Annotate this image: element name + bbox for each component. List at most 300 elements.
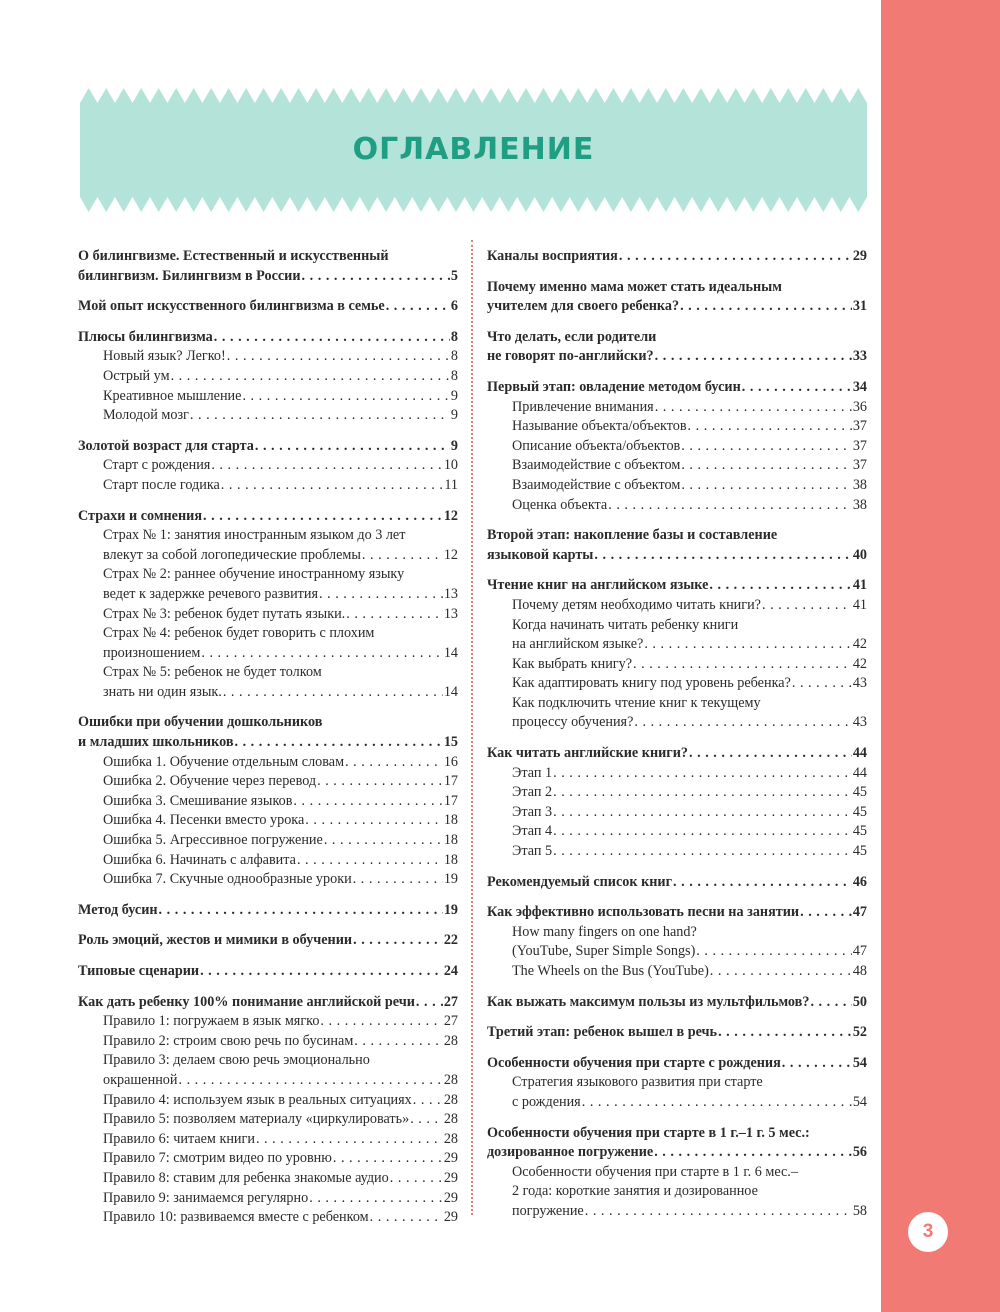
toc-entry-text: Как эффективно использовать песни на занятии xyxy=(487,904,800,921)
page-number: 12 xyxy=(443,507,458,524)
toc-line xyxy=(487,1093,867,1113)
toc-line xyxy=(78,993,458,1013)
toc-entry-text: Особенности обучения при старте в 1 г.–1 г. 5 мес.: xyxy=(487,1124,810,1141)
page-number: 28 xyxy=(443,1111,458,1128)
toc-line xyxy=(78,624,458,644)
toc-line xyxy=(487,842,867,862)
toc-entry-text: Особенности обучения при старте с рождения xyxy=(487,1054,781,1071)
page-number: 19 xyxy=(443,871,458,888)
toc-entry-text: Третий этап: ребенок вышел в речь xyxy=(487,1024,718,1041)
dot-leader xyxy=(353,870,443,890)
page-number: 9 xyxy=(450,407,458,424)
toc-line xyxy=(78,367,458,387)
dot-leader xyxy=(234,733,442,753)
page-number: 45 xyxy=(852,784,867,801)
toc-line xyxy=(487,297,867,317)
toc-section xyxy=(487,247,867,267)
dot-leader xyxy=(320,1012,442,1032)
side-stripe xyxy=(881,0,1000,1312)
page-number: 5 xyxy=(450,267,458,284)
toc-section xyxy=(487,1023,867,1043)
dot-leader xyxy=(655,398,852,418)
toc-line xyxy=(487,476,867,496)
toc-entry-text: Рекомендуемый список книг xyxy=(487,873,673,890)
dot-leader xyxy=(227,347,450,367)
toc-section xyxy=(487,328,867,367)
toc-entry-text: произношением xyxy=(103,644,201,661)
page-number: 45 xyxy=(852,823,867,840)
toc-line xyxy=(78,297,458,317)
toc-line xyxy=(78,1169,458,1189)
toc-entry-text: Плюсы билингвизма xyxy=(78,328,213,345)
dot-leader xyxy=(211,456,443,476)
dot-leader xyxy=(293,792,442,812)
page-number: 9 xyxy=(450,387,458,404)
toc-line xyxy=(78,792,458,812)
toc-subsection-list xyxy=(487,1073,867,1112)
page-number: 31 xyxy=(852,298,867,315)
toc-section xyxy=(487,1054,867,1113)
page-number: 45 xyxy=(852,803,867,820)
toc-entry-text: Как выбрать книгу? xyxy=(512,655,632,672)
toc-subsection-list xyxy=(78,1012,458,1228)
toc-entry-text: языковой карты xyxy=(487,546,594,563)
page-number: 28 xyxy=(443,1071,458,1088)
page-number: 8 xyxy=(450,328,458,345)
page-number: 8 xyxy=(450,348,458,365)
toc-section xyxy=(487,576,867,733)
toc-line xyxy=(78,605,458,625)
toc-line xyxy=(487,1054,867,1074)
toc-line xyxy=(487,783,867,803)
toc-entry-text: (YouTube, Super Simple Songs) xyxy=(512,943,696,960)
toc-entry-text: Правило 9: занимаемся регулярно xyxy=(103,1189,309,1206)
toc-entry-text: Привлечение внимания xyxy=(512,398,654,415)
dot-leader xyxy=(353,931,443,951)
dot-leader xyxy=(345,753,443,773)
toc-section xyxy=(487,278,867,317)
toc-line xyxy=(487,1073,867,1093)
dot-leader xyxy=(354,1032,443,1052)
dot-leader xyxy=(416,993,443,1013)
column-divider xyxy=(471,240,473,1215)
toc-line xyxy=(78,713,458,733)
page-number: 29 xyxy=(443,1169,458,1186)
dot-leader xyxy=(644,635,852,655)
dot-leader xyxy=(608,496,852,516)
toc-entry-text: с рождения xyxy=(512,1093,581,1110)
page-number: 24 xyxy=(443,963,458,979)
page-number: 15 xyxy=(443,734,458,751)
side-stripe-fill xyxy=(881,0,1000,1312)
dot-leader xyxy=(200,962,443,982)
page-number: 10 xyxy=(443,457,458,474)
toc-entry-text: Особенности обучения при старте в 1 г. 6 мес.– xyxy=(512,1163,798,1180)
toc-line xyxy=(78,437,458,457)
toc-entry-text: Типовые сценарии xyxy=(78,963,200,979)
page-number: 27 xyxy=(443,1013,458,1030)
toc-entry-text: Страх № 4: ребенок будет говорить с плохим xyxy=(103,625,375,642)
toc-entry-text: Ошибка 3. Смешивание языков xyxy=(103,792,293,809)
toc-line xyxy=(487,1182,867,1202)
toc-left-column xyxy=(78,247,458,1239)
toc-section xyxy=(78,931,458,951)
dot-leader xyxy=(203,507,443,527)
toc-entry-text: Как дать ребенку 100% понимание английской речи xyxy=(78,993,415,1010)
toc-entry-text: Как читать английские книги? xyxy=(487,745,689,762)
page-number: 11 xyxy=(444,476,458,493)
dot-leader xyxy=(762,596,852,616)
toc-line xyxy=(487,655,867,675)
dot-leader xyxy=(302,267,450,287)
toc-entry-text: на английском языке? xyxy=(512,636,644,653)
dot-leader xyxy=(214,328,450,348)
toc-entry-text: Ошибка 6. Начинать с алфавита xyxy=(103,851,296,868)
toc-line xyxy=(78,406,458,426)
dot-leader xyxy=(718,1023,852,1043)
toc-entry-text: Правило 1: погружаем в язык мягко xyxy=(103,1013,320,1030)
page-number: 44 xyxy=(852,745,867,762)
dot-leader xyxy=(800,903,852,923)
page-number: 54 xyxy=(852,1093,867,1110)
toc-entry-text: влекут за собой логопедические проблемы xyxy=(103,546,361,563)
page-number: 58 xyxy=(852,1202,867,1219)
dot-leader xyxy=(221,476,444,496)
toc-entry-text: The Wheels on the Bus (YouTube) xyxy=(512,963,709,979)
toc-entry-text: Правило 8: ставим для ребенка знакомые аудио xyxy=(103,1169,389,1186)
toc-line xyxy=(78,811,458,831)
toc-entry-text: Новый язык? Легко! xyxy=(103,348,226,365)
dot-leader xyxy=(585,1202,852,1222)
toc-line xyxy=(487,903,867,923)
page-number: 38 xyxy=(852,496,867,513)
toc-entry-text: Креативное мышление xyxy=(103,387,242,404)
page-number: 36 xyxy=(852,398,867,415)
dot-leader xyxy=(810,993,851,1013)
page-number: 56 xyxy=(852,1144,867,1161)
toc-subsection-list xyxy=(78,753,458,890)
toc-line xyxy=(487,526,867,546)
toc-line xyxy=(78,962,458,982)
toc-section xyxy=(487,1124,867,1222)
toc-entry-text: Взаимодействие с объектом xyxy=(512,457,681,474)
page-number: 45 xyxy=(852,843,867,860)
toc-line xyxy=(487,942,867,962)
page-number: 18 xyxy=(443,832,458,849)
page-number: 38 xyxy=(852,476,867,493)
dot-leader xyxy=(553,803,852,823)
toc-line xyxy=(487,347,867,367)
toc-line xyxy=(487,822,867,842)
toc-entry-text: погружение xyxy=(512,1202,584,1219)
page-number: 47 xyxy=(852,943,867,960)
dot-leader xyxy=(410,1110,443,1130)
page-number: 37 xyxy=(852,457,867,474)
dot-leader xyxy=(159,901,443,921)
toc-entry-text: Страх № 2: раннее обучение иностранному языку xyxy=(103,566,405,583)
toc-subsection-list xyxy=(487,596,867,733)
toc-entry-text: учителем для своего ребенка? xyxy=(487,298,680,315)
page-number: 29 xyxy=(443,1189,458,1206)
toc-line xyxy=(487,378,867,398)
toc-entry-text: Правило 6: читаем книги xyxy=(103,1130,255,1147)
toc-line xyxy=(78,328,458,348)
toc-line xyxy=(487,993,867,1013)
dot-leader xyxy=(792,674,852,694)
toc-entry-text: Острый ум xyxy=(103,367,170,384)
page-number: 43 xyxy=(852,714,867,731)
dot-leader xyxy=(370,1208,443,1228)
dot-leader xyxy=(553,764,852,784)
page-number: 22 xyxy=(443,932,458,949)
toc-line xyxy=(487,546,867,566)
toc-section xyxy=(78,901,458,921)
dot-leader xyxy=(413,1091,443,1111)
toc-line xyxy=(487,873,867,893)
toc-line xyxy=(78,901,458,921)
page-number: 27 xyxy=(443,993,458,1010)
toc-line xyxy=(78,1130,458,1150)
toc-line xyxy=(78,546,458,566)
toc-line xyxy=(487,1023,867,1043)
toc-line xyxy=(487,278,867,298)
dot-leader xyxy=(594,546,851,566)
toc-entry-text: Ошибка 2. Обучение через перевод xyxy=(103,773,317,790)
toc-entry-text: Этап 4 xyxy=(512,823,553,840)
toc-entry-text: Правило 4: используем язык в реальных ситуациях xyxy=(103,1091,412,1108)
toc-line xyxy=(78,387,458,407)
page-number: 44 xyxy=(852,764,867,781)
toc-entry-text: Этап 3 xyxy=(512,803,553,820)
toc-entry-text: Почему именно мама может стать идеальным xyxy=(487,278,782,295)
page-number: 41 xyxy=(852,577,867,594)
toc-entry-text: Ошибка 5. Агрессивное погружение xyxy=(103,832,323,849)
toc-line xyxy=(487,803,867,823)
page-number: 6 xyxy=(450,298,458,315)
dot-leader xyxy=(655,347,852,367)
toc-section xyxy=(78,328,458,426)
page-number: 16 xyxy=(443,753,458,770)
toc-line xyxy=(487,328,867,348)
toc-line xyxy=(78,870,458,890)
toc-entry-text: Этап 1 xyxy=(512,764,553,781)
toc-section xyxy=(487,993,867,1013)
toc-entry-text: Ошибка 4. Песенки вместо урока xyxy=(103,812,305,829)
toc-entry-text: Страх № 5: ребенок не будет толком xyxy=(103,664,322,681)
dot-leader xyxy=(633,655,852,675)
dot-leader xyxy=(255,437,450,457)
toc-line xyxy=(487,456,867,476)
toc-entry-text: Стратегия языкового развития при старте xyxy=(512,1074,763,1091)
toc-section xyxy=(78,713,458,889)
dot-leader xyxy=(689,744,852,764)
page-number: 28 xyxy=(443,1091,458,1108)
toc-entry-text: не говорят по-английски? xyxy=(487,348,654,365)
toc-entry-text: Каналы восприятия xyxy=(487,248,618,264)
toc-line xyxy=(78,1012,458,1032)
page-number: 13 xyxy=(443,605,458,622)
dot-leader xyxy=(319,585,443,605)
toc-entry-text: Этап 2 xyxy=(512,784,553,801)
toc-line xyxy=(78,456,458,476)
toc-line xyxy=(78,1091,458,1111)
toc-line xyxy=(78,931,458,951)
dot-leader xyxy=(654,1143,852,1163)
toc-entry-text: Мой опыт искусственного билингвизма в семье xyxy=(78,298,385,315)
toc-section xyxy=(487,873,867,893)
toc-entry-text: процессу обучения? xyxy=(512,714,634,731)
toc-line xyxy=(487,694,867,714)
page-number: 29 xyxy=(852,248,867,264)
toc-line xyxy=(487,247,867,267)
toc-line xyxy=(78,476,458,496)
toc-entry-text: Оценка объекта xyxy=(512,496,608,513)
toc-line xyxy=(78,644,458,664)
toc-entry-text: Страхи и сомнения xyxy=(78,507,203,524)
toc-line xyxy=(78,683,458,703)
page-number: 28 xyxy=(443,1130,458,1147)
toc-section xyxy=(78,993,458,1228)
dot-leader xyxy=(619,247,852,267)
page-number: 18 xyxy=(443,812,458,829)
dot-leader xyxy=(681,456,851,476)
toc-entry-text: Золотой возраст для старта xyxy=(78,437,254,454)
toc-entry-text: Первый этап: овладение методом бусин xyxy=(487,378,741,395)
dot-leader xyxy=(190,406,450,426)
dot-leader xyxy=(171,367,450,387)
toc-entry-text: Ошибка 7. Скучные однообразные уроки xyxy=(103,871,352,888)
toc-line xyxy=(487,596,867,616)
toc-entry-text: Страх № 3: ребенок будет путать языки. xyxy=(103,605,346,622)
toc-line xyxy=(78,753,458,773)
toc-entry-text: Когда начинать читать ребенку книги xyxy=(512,616,739,633)
dot-leader xyxy=(782,1054,852,1074)
page-number: 8 xyxy=(450,367,458,384)
dot-leader xyxy=(201,644,442,664)
toc-line xyxy=(78,526,458,546)
toc-line xyxy=(487,576,867,596)
toc-line xyxy=(487,616,867,636)
toc-line xyxy=(78,851,458,871)
toc-entry-text: Что делать, если родители xyxy=(487,328,657,345)
page-number: 47 xyxy=(852,904,867,921)
dot-leader xyxy=(386,297,450,317)
toc-line xyxy=(487,962,867,982)
page-number: 17 xyxy=(443,773,458,790)
toc-section xyxy=(78,297,458,317)
dot-leader xyxy=(362,546,443,566)
page-number: 13 xyxy=(443,585,458,602)
toc-line xyxy=(78,772,458,792)
toc-entry-text: Ошибки при обучении дошкольников xyxy=(78,714,323,731)
toc-subsection-list xyxy=(487,923,867,982)
page-number: 18 xyxy=(443,851,458,868)
toc-subsection-list xyxy=(487,764,867,862)
dot-leader xyxy=(742,378,852,398)
page-number: 17 xyxy=(443,792,458,809)
page-number: 12 xyxy=(443,546,458,563)
toc-entry-text: окрашенной xyxy=(103,1071,178,1088)
toc-section xyxy=(487,526,867,565)
toc-entry-text: Как подключить чтение книг к текущему xyxy=(512,694,761,711)
page-number: 40 xyxy=(852,546,867,563)
toc-right-column xyxy=(487,247,867,1233)
toc-section xyxy=(78,247,458,286)
page-title: ОГЛАВЛЕНИЕ xyxy=(352,132,595,167)
toc-line xyxy=(78,1071,458,1091)
toc-entry-text: 2 года: короткие занятия и дозированное xyxy=(512,1183,758,1200)
dot-leader xyxy=(333,1149,443,1169)
dot-leader xyxy=(681,437,852,457)
toc-line xyxy=(487,764,867,784)
page-number: 50 xyxy=(852,993,867,1010)
dot-leader xyxy=(317,772,443,792)
toc-entry-text: и младших школьников xyxy=(78,734,234,751)
page-number: 33 xyxy=(852,348,867,365)
toc-entry-text: Правило 2: строим свою речь по бусинам xyxy=(103,1032,354,1049)
toc-entry-text: Чтение книг на английском языке xyxy=(487,577,709,594)
page-number-badge: 3 xyxy=(908,1212,948,1252)
title-banner xyxy=(80,88,867,212)
toc-line xyxy=(78,1110,458,1130)
toc-line xyxy=(487,1163,867,1183)
page-number: 48 xyxy=(852,963,867,979)
toc-entry-text: ведет к задержке речевого развития xyxy=(103,585,319,602)
toc-subsection-list xyxy=(78,347,458,425)
page-number: 46 xyxy=(852,873,867,890)
toc-line xyxy=(487,437,867,457)
toc-entry-text: Называние объекта/объектов xyxy=(512,418,687,435)
toc-line xyxy=(487,398,867,418)
toc-line xyxy=(78,733,458,753)
toc-line xyxy=(487,1202,867,1222)
toc-entry-text: Почему детям необходимо читать книги? xyxy=(512,596,761,613)
toc-line xyxy=(78,831,458,851)
toc-entry-text: О билингвизме. Естественный и искусственный xyxy=(78,248,389,264)
dot-leader xyxy=(709,576,851,596)
toc-line xyxy=(78,1208,458,1228)
dot-leader xyxy=(324,831,443,851)
page-number: 14 xyxy=(443,683,458,700)
page-number: 34 xyxy=(852,378,867,395)
toc-line xyxy=(487,496,867,516)
toc-entry-text: дозированное погружение xyxy=(487,1144,654,1161)
toc-entry-text: Старт с рождения xyxy=(103,457,211,474)
page-number: 42 xyxy=(852,655,867,672)
toc-line xyxy=(78,507,458,527)
page-number: 42 xyxy=(852,636,867,653)
dot-leader xyxy=(242,387,449,407)
dot-leader xyxy=(696,942,852,962)
toc-entry-text: Старт после годика xyxy=(103,476,220,493)
toc-line xyxy=(487,674,867,694)
dot-leader xyxy=(346,605,443,625)
page-number: 54 xyxy=(852,1054,867,1071)
dot-leader xyxy=(688,417,852,437)
page-number: 29 xyxy=(443,1150,458,1167)
page-number: 28 xyxy=(443,1032,458,1049)
page-number: 43 xyxy=(852,675,867,692)
toc-entry-text: билингвизм. Билингвизм в России xyxy=(78,267,301,284)
page-number: 37 xyxy=(852,418,867,435)
dot-leader xyxy=(634,713,851,733)
page-number: 37 xyxy=(852,437,867,454)
toc-line xyxy=(487,1124,867,1144)
toc-section xyxy=(487,378,867,515)
page-number: 19 xyxy=(443,901,458,918)
toc-entry-text: Страх № 1: занятия иностранным языком до 3 лет xyxy=(103,527,406,544)
toc-line xyxy=(487,635,867,655)
